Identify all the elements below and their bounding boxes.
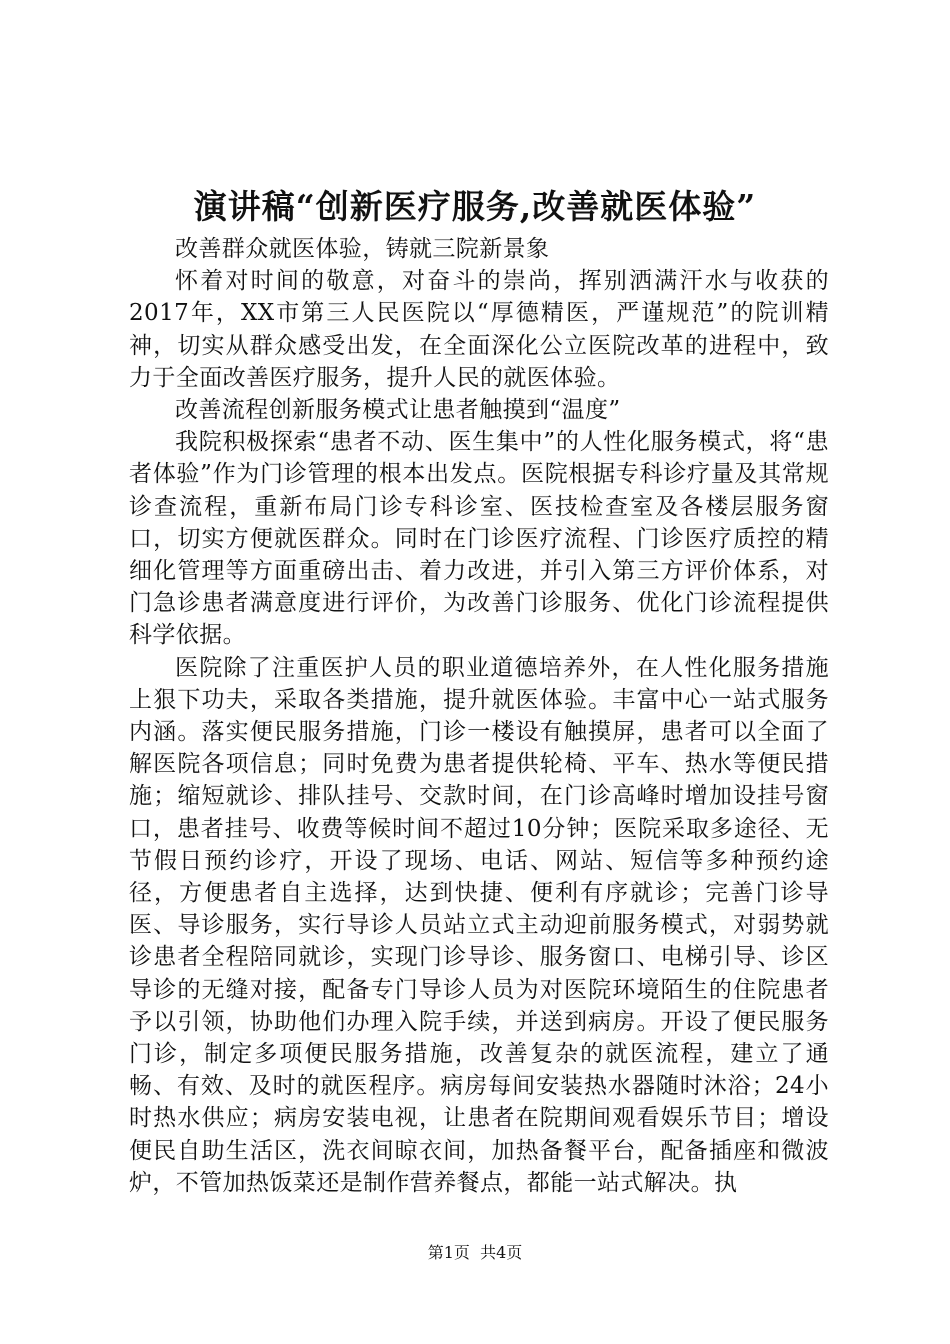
body-paragraph: 医院除了注重医护人员的职业道德培养外，在人性化服务措施上狠下功夫，采取各类措施，提升就医体验。丰富中心一站式服务内涵。落实便民服务措施，门诊一楼设有触摸屏，患者可以全面了解医院各项信息；同时免费为患者提供轮椅、平车、热水等便民措施；缩短就诊、排队挂号、交款时间，在门诊高峰时增加设挂号窗口，患者挂号、收费等候时间不超过10分钟；医院采取多途径、无节假日预约诊疗，开设了现场、电话、网站、短信等多种预约途径，方便患者自主选择，达到快捷、便利有序就诊；完善门诊导医、导诊服务，实行导诊人员站立式主动迎前服务模式，对弱势就诊患者全程陪同就诊，实现门诊导诊、服务窗口、电梯引导、诊区导诊的无缝对接，配备专门导诊人员为对医院环境陌生的住院患者予以引领，协助他们办理入院手续，并送到病房。开设了便民服务门诊，制定多项便民服务措施，改善复杂的就医流程，建立了通畅、有效、及时的就医程序。病房每间安装热水器随时沐浴；24小时热水供应；病房安装电视，让患者在院期间观看娱乐节目；增设便民自助生活区，洗衣间晾衣间，加热备餐平台，配备插座和微波炉，不管加热饭菜还是制作营养餐点，都能一站式解决。执 [129,654,829,1196]
body-paragraph: 怀着对时间的敬意，对奋斗的崇尚，挥别洒满汗水与收获的2017年，XX市第三人民医院以“厚德精医，严谨规范”的院训精神，切实从群众感受出发，在全面深化公立医院改革的进程中，致力于全面改善医疗服务，提升人民的就医体验。 [129,268,829,391]
body-paragraph: 我院积极探索“患者不动、医生集中”的人性化服务模式，将“患者体验”作为门诊管理的根本出发点。医院根据专科诊疗量及其常规诊查流程，重新布局门诊专科诊室、医技检查室及各楼层服务窗口，切实方便就医群众。同时在门诊医疗流程、门诊医疗质控的精细化管理等方面重磅出击、着力改进，并引入第三方评价体系，对门急诊患者满意度进行评价，为改善门诊服务、优化门诊流程提供科学依据。 [129,429,829,649]
section-heading: 改善流程创新服务模式让患者触摸到“温度” [175,397,621,424]
page-number: 第1页 [427,1243,470,1262]
document-body [129,233,829,1199]
section-heading: 改善群众就医体验，铸就三院新景象 [175,236,550,262]
page-footer [0,1242,950,1264]
page-total: 共4页 [480,1243,523,1262]
document-title: 演讲稿“创新医疗服务,改善就医体验” [193,187,757,226]
